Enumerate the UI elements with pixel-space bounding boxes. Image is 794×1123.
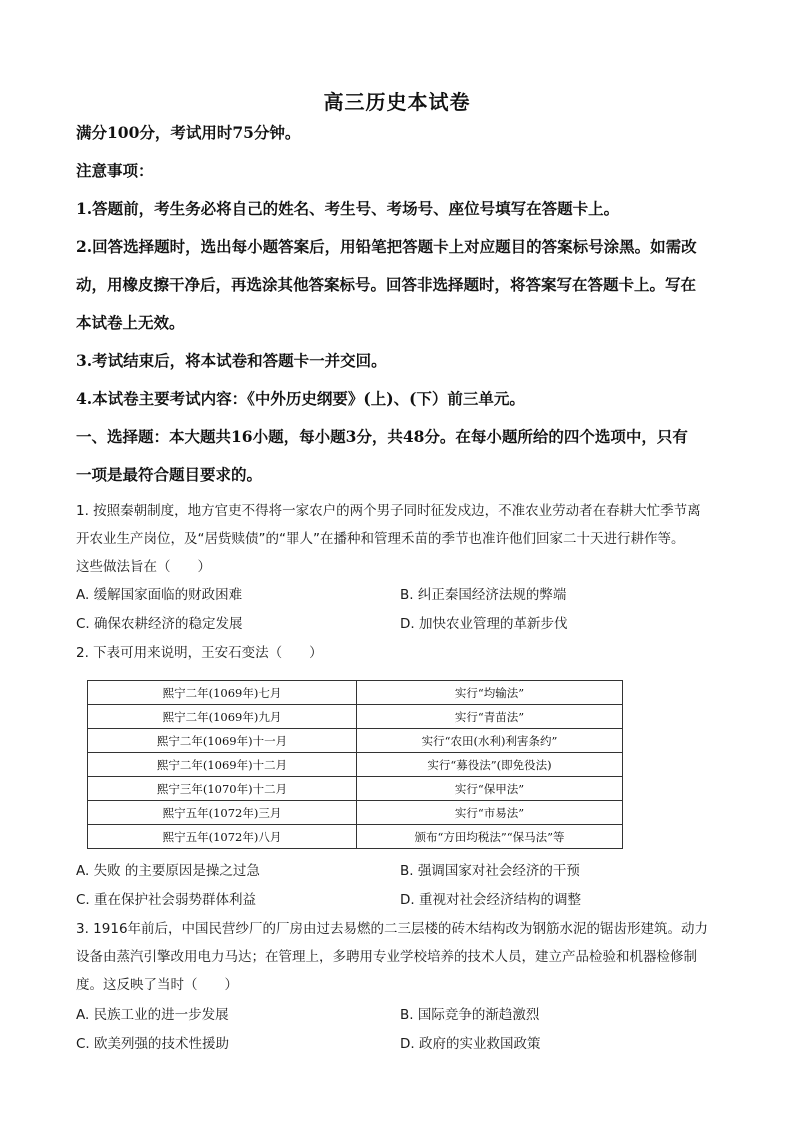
notice-item-2-cont: 动，用橡皮擦干净后，再选涂其他答案标号。回答非选择题时，将答案写在答题卡上。写在 bbox=[76, 275, 697, 294]
table-cell-measure: 实行“市易法” bbox=[357, 801, 623, 825]
section-heading: 一、选择题：本大题共16小题，每小题3分，共48分。在每小题所给的四个选项中，只有 bbox=[76, 427, 688, 446]
question-1-stem: 开农业生产岗位，及“居赀赎债”的“罪人”在播种和管理禾苗的季节也准许他们回家二十天进行耕作等。 bbox=[76, 531, 685, 547]
score-time-info: 满分100分，考试用时75分钟。 bbox=[76, 123, 301, 142]
question-1-stem: 1. 按照秦朝制度，地方官吏不得将一家农户的两个男子同时征发戍边，不准农业劳动者在春耕大忙季节离 bbox=[76, 503, 701, 519]
table-row bbox=[88, 777, 623, 801]
table-cell-measure: 实行“青苗法” bbox=[357, 705, 623, 729]
question-3-option-c: C. 欧美列强的技术性援助 bbox=[76, 1036, 230, 1052]
table-cell-date: 熙宁五年(1072年)八月 bbox=[88, 825, 357, 849]
table-cell-date: 熙宁二年(1069年)七月 bbox=[88, 681, 357, 705]
table-cell-date: 熙宁二年(1069年)十二月 bbox=[88, 753, 357, 777]
table-row bbox=[88, 801, 623, 825]
notice-heading: 注意事项： bbox=[76, 161, 154, 180]
table-row bbox=[88, 681, 623, 705]
question-2-option-c: C. 重在保护社会弱势群体利益 bbox=[76, 892, 257, 908]
notice-item-3: 3.考试结束后，将本试卷和答题卡一并交回。 bbox=[76, 351, 387, 370]
table-cell-measure: 实行“募役法”(即免役法) bbox=[357, 753, 623, 777]
table-cell-date: 熙宁二年(1069年)十一月 bbox=[88, 729, 357, 753]
reform-timeline-table bbox=[87, 680, 623, 849]
table-cell-date: 熙宁二年(1069年)九月 bbox=[88, 705, 357, 729]
section-heading-cont: 一项是最符合题目要求的。 bbox=[76, 465, 263, 484]
table-row bbox=[88, 753, 623, 777]
question-3-stem: 度。这反映了当时（ ） bbox=[76, 977, 238, 993]
notice-item-2-cont: 本试卷上无效。 bbox=[76, 313, 185, 332]
question-2-option-a: A. 失败 的主要原因是操之过急 bbox=[76, 863, 260, 879]
table-row bbox=[88, 825, 623, 849]
question-3-stem: 3. 1916年前后，中国民营纱厂的厂房由过去易燃的二三层楼的砖木结构改为钢筋水泥的锯齿形建筑。动力 bbox=[76, 921, 709, 937]
notice-item-1: 1.答题前，考生务必将自己的姓名、考生号、考场号、座位号填写在答题卡上。 bbox=[76, 199, 620, 218]
question-2-stem: 2. 下表可用来说明，王安石变法（ ） bbox=[76, 645, 323, 661]
table-cell-date: 熙宁三年(1070年)十二月 bbox=[88, 777, 357, 801]
table-cell-measure: 实行“均输法” bbox=[357, 681, 623, 705]
table-cell-date: 熙宁五年(1072年)三月 bbox=[88, 801, 357, 825]
question-2-option-b: B. 强调国家对社会经济的干预 bbox=[400, 863, 580, 879]
table-row bbox=[88, 705, 623, 729]
notice-item-4: 4.本试卷主要考试内容：《中外历史纲要》(上)、(下）前三单元。 bbox=[76, 389, 525, 408]
question-3-option-d: D. 政府的实业救国政策 bbox=[400, 1036, 541, 1052]
notice-item-2: 2.回答选择题时，选出每小题答案后，用铅笔把答题卡上对应题目的答案标号涂黑。如需改 bbox=[76, 237, 697, 256]
question-1-option-a: A. 缓解国家面临的财政困难 bbox=[76, 587, 243, 603]
question-1-option-b: B. 纠正秦国经济法规的弊端 bbox=[400, 587, 567, 603]
question-2-option-d: D. 重视对社会经济结构的调整 bbox=[400, 892, 581, 908]
table-cell-measure: 实行“农田(水利)利害条约” bbox=[357, 729, 623, 753]
question-1-stem: 这些做法旨在（ ） bbox=[76, 559, 211, 575]
exam-title: 高三历史本试卷 bbox=[323, 90, 471, 114]
question-1-option-c: C. 确保农耕经济的稳定发展 bbox=[76, 616, 243, 632]
table-cell-measure: 颁布“方田均税法”“保马法”等 bbox=[357, 825, 623, 849]
question-3-option-a: A. 民族工业的进一步发展 bbox=[76, 1007, 229, 1023]
table-row bbox=[88, 729, 623, 753]
question-3-option-b: B. 国际竞争的渐趋激烈 bbox=[400, 1007, 540, 1023]
question-1-option-d: D. 加快农业管理的革新步伐 bbox=[400, 616, 568, 632]
table-cell-measure: 实行“保甲法” bbox=[357, 777, 623, 801]
question-3-stem: 设备由蒸汽引擎改用电力马达；在管理上，多聘用专业学校培养的技术人员，建立产品检验和机器检修制 bbox=[76, 949, 697, 965]
